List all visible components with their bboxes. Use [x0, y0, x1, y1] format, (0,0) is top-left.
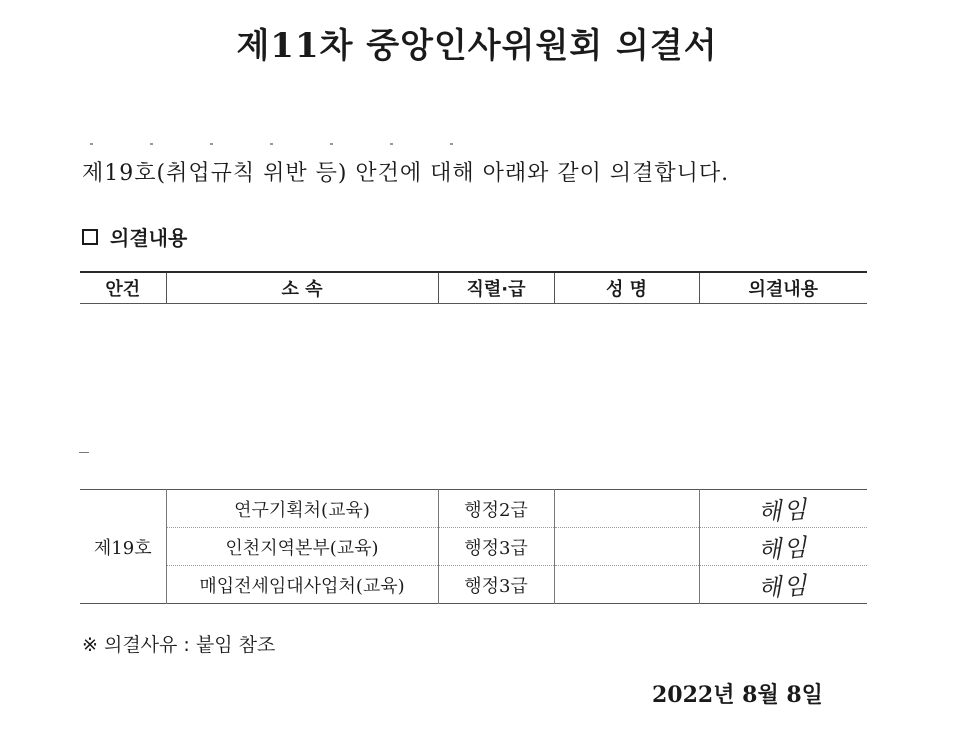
- header-agenda: 안건: [105, 279, 141, 300]
- decision-table: [80, 489, 867, 604]
- affiliation-cell: 인천지역본부(교육): [166, 528, 438, 566]
- affiliation-cell: 연구기획처(교육): [166, 490, 438, 528]
- stray-dash: [79, 452, 89, 453]
- name-cell: [554, 528, 699, 566]
- table-row: [80, 566, 867, 604]
- decision-cell: [699, 490, 867, 528]
- affiliation-cell: 매입전세임대사업처(교육): [166, 566, 438, 604]
- document-date: 2022년 8월 8일: [652, 682, 823, 708]
- handwritten-decision: 해임: [757, 533, 810, 565]
- checkbox-square-icon: [82, 229, 98, 245]
- grade-cell: 행정2급: [438, 490, 554, 528]
- grade-cell: 행정3급: [438, 528, 554, 566]
- section-heading: [82, 222, 187, 251]
- header-grade: 직렬·급: [438, 272, 554, 304]
- handwritten-decision: 해임: [757, 495, 810, 527]
- intro-sentence: 제19호(취업규칙 위반 등) 안건에 대해 아래와 같이 의결합니다.: [82, 161, 730, 186]
- handwritten-decision: 해임: [757, 571, 810, 603]
- header-name: 성 명: [554, 272, 699, 304]
- name-cell: [554, 490, 699, 528]
- grade-cell: 행정3급: [438, 566, 554, 604]
- table-row: [80, 528, 867, 566]
- decision-cell: [699, 566, 867, 604]
- table-header-row: [80, 272, 867, 304]
- header-affiliation: 소 속: [166, 272, 438, 304]
- name-cell: [554, 566, 699, 604]
- decision-reason-note: ※ 의결사유 : 붙임 참조: [82, 634, 276, 656]
- header-decision: 의결내용: [699, 272, 867, 304]
- faint-scan-line: [90, 143, 470, 145]
- agenda-cell: 제19호: [93, 537, 152, 559]
- table-header: [80, 271, 867, 304]
- section-heading-label: 의결내용: [110, 226, 188, 250]
- document-title: 제11차 중앙인사위원회 의결서: [236, 26, 718, 66]
- table-row: [80, 490, 867, 528]
- decision-cell: [699, 528, 867, 566]
